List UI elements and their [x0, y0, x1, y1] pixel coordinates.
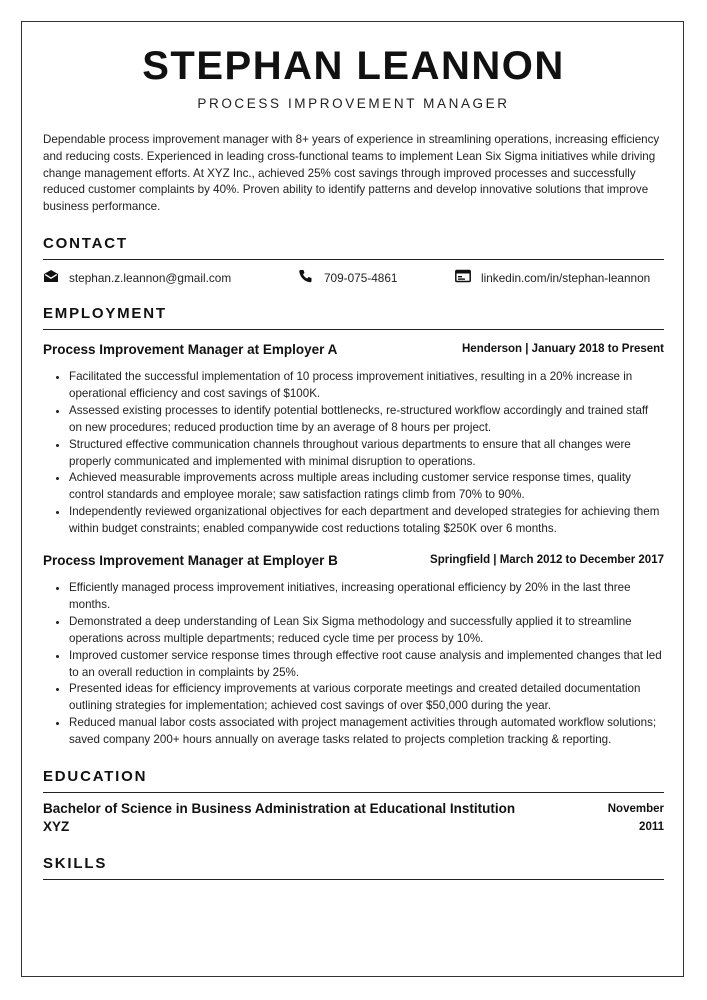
job-bullets — [43, 369, 664, 538]
linkedin-text[interactable]: linkedin.com/in/stephan-leannon — [481, 270, 651, 285]
list-item: • Demonstrated a deep understanding of Lean Six Sigma methodology and successfully applied it to streamline operations across multiple departments; reduced cycle time per process by 10%. — [69, 614, 664, 648]
job-title: Process Improvement Manager at Employer B — [43, 553, 338, 569]
contact-row — [43, 270, 664, 286]
job-entry — [43, 552, 664, 749]
list-item: • Assessed existing processes to identify potential bottlenecks, re-structured workflow accordingly and trained staff on new procedures; reduced production time by an average of 8 hours per project. — [69, 403, 664, 437]
list-item: • Reduced manual labor costs associated with project management activities through automated workflow solutions; saved company 200+ hours annually on average tasks related to projects completion tracking & reporting. — [69, 715, 664, 749]
phone-text[interactable]: 709-075-4861 — [324, 270, 398, 285]
contact-linkedin — [455, 269, 650, 286]
linkedin-icon — [455, 269, 481, 286]
education-section — [43, 768, 664, 836]
employment-heading: EMPLOYMENT — [43, 305, 664, 330]
employment-section — [43, 305, 664, 749]
candidate-title: PROCESS IMPROVEMENT MANAGER — [197, 96, 510, 111]
skills-heading: SKILLS — [43, 855, 664, 880]
list-item: • Achieved measurable improvements across multiple areas including customer service response times, quality control standards and employee morale; saw satisfaction ratings climb from 70% to 90%. — [69, 470, 664, 504]
job-location-dates: Henderson | January 2018 to Present — [462, 342, 664, 355]
resume-content — [43, 40, 664, 880]
profile-summary: Dependable process improvement manager with 8+ years of experience in streamlining operations, increasing efficiency and reducing costs. Experienced in leading cross-functional teams to implement Lean Six Sigma initiatives while driving change management efforts. At XYZ Inc., achieved 25% cost savings through improved processes and successfully reduced customer complaints by 40%. Proven ability to identify patterns and develop innovative solutions that improve business performance. — [43, 133, 660, 214]
contact-heading: CONTACT — [43, 235, 664, 260]
list-item: • Structured effective communication channels throughout various departments to ensure that all changes were properly communicated and implemented with minimal disruption to operations. — [69, 437, 664, 471]
phone-icon — [298, 269, 324, 286]
education-heading: EDUCATION — [43, 768, 664, 793]
email-icon — [43, 269, 69, 286]
list-item: • Improved customer service response times through effective root cause analysis and implemented changes that led to an overall reduction in complaints by 25%. — [69, 648, 664, 682]
graduation-date: November 2011 — [607, 803, 664, 834]
list-item: • Efficiently managed process improvement initiatives, increasing operational efficiency by 20% in the last three months. — [69, 580, 664, 614]
job-title: Process Improvement Manager at Employer A — [43, 341, 338, 357]
candidate-name: STEPHAN LEANNON — [142, 44, 565, 88]
contact-section — [43, 235, 664, 286]
list-item: • Independently reviewed organizational objectives for each department and developed strategies for achieving them within budget constraints; enabled companywide cost reductions totaling $250K over 6 months. — [69, 504, 664, 538]
degree-title: Bachelor of Science in Business Administration at Educational Institution XYZ — [43, 801, 516, 835]
email-text[interactable]: stephan.z.leannon@gmail.com — [69, 270, 232, 285]
contact-phone — [298, 269, 455, 286]
job-bullets — [43, 580, 664, 749]
skills-section — [43, 855, 664, 880]
job-entry — [43, 341, 664, 538]
contact-email — [43, 269, 298, 286]
list-item: • Facilitated the successful implementation of 10 process improvement initiatives, resulting in a 20% increase in operational efficiency and cost savings of $100K. — [69, 369, 664, 403]
job-location-dates: Springfield | March 2012 to December 2017 — [430, 554, 664, 567]
list-item: • Presented ideas for efficiency improvements at various corporate meetings and created detailed documentation outlining strategies for implementation; achieved cost savings of over $50,000 during the year. — [69, 681, 664, 715]
